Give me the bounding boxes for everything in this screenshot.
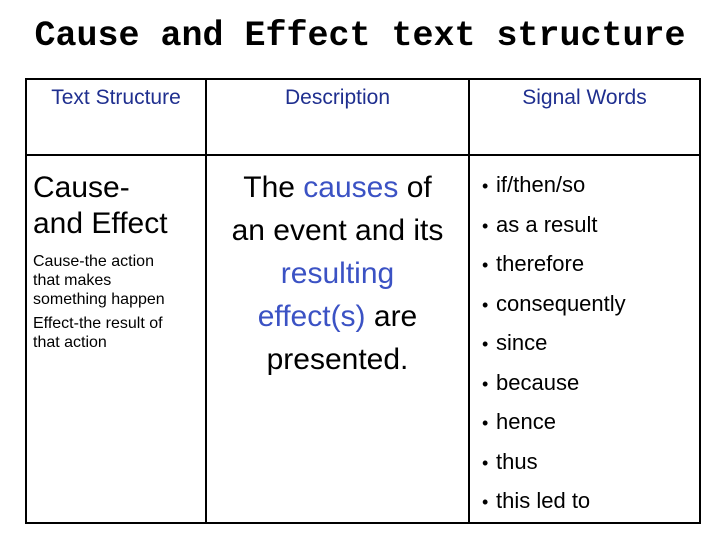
- list-item: • thus: [482, 443, 699, 483]
- signal-words-cell: [469, 155, 700, 523]
- header-row: [26, 79, 700, 155]
- bullet-icon: •: [482, 215, 489, 236]
- signal-words-list: [470, 156, 699, 522]
- bullet-icon: •: [482, 176, 489, 196]
- bullet-icon: •: [482, 413, 489, 433]
- effect-definition-line: that action: [33, 334, 107, 351]
- text-structure-cell: [26, 155, 206, 523]
- bullet-icon: •: [482, 294, 489, 315]
- cause-definition-line: something happen: [33, 291, 165, 308]
- list-item: • if/then/so: [482, 166, 699, 206]
- bullet-icon: •: [482, 492, 489, 512]
- list-item: • because: [482, 364, 699, 404]
- bullet-icon: •: [482, 452, 489, 473]
- bullet-icon: •: [482, 255, 489, 275]
- description-cell: [206, 155, 469, 523]
- effect-definition-line: Effect-the result of: [33, 315, 163, 332]
- list-item: • hence: [482, 403, 699, 443]
- list-item: • since: [482, 324, 699, 364]
- description-text: The causes of an event and its resulting effect(s) are presented.: [231, 171, 444, 376]
- header-description: Description: [206, 79, 469, 155]
- bullet-icon: •: [482, 373, 489, 394]
- cause-effect-table: [25, 78, 701, 524]
- structure-name: Cause- and Effect: [33, 171, 168, 240]
- header-text-structure: Text Structure: [26, 79, 206, 155]
- list-item: • therefore: [482, 245, 699, 285]
- structure-definitions: [27, 242, 205, 352]
- list-item: • this led to: [482, 482, 699, 522]
- header-signal-words: Signal Words: [469, 79, 700, 155]
- list-item: • consequently: [482, 285, 699, 325]
- list-item: • as a result: [482, 206, 699, 246]
- bullet-icon: •: [482, 334, 489, 354]
- cause-definition-line: that makes: [33, 272, 112, 289]
- content-row: [26, 155, 700, 523]
- cause-definition-line: Cause-the action: [33, 253, 154, 270]
- page-title: Cause and Effect text structure: [34, 16, 686, 56]
